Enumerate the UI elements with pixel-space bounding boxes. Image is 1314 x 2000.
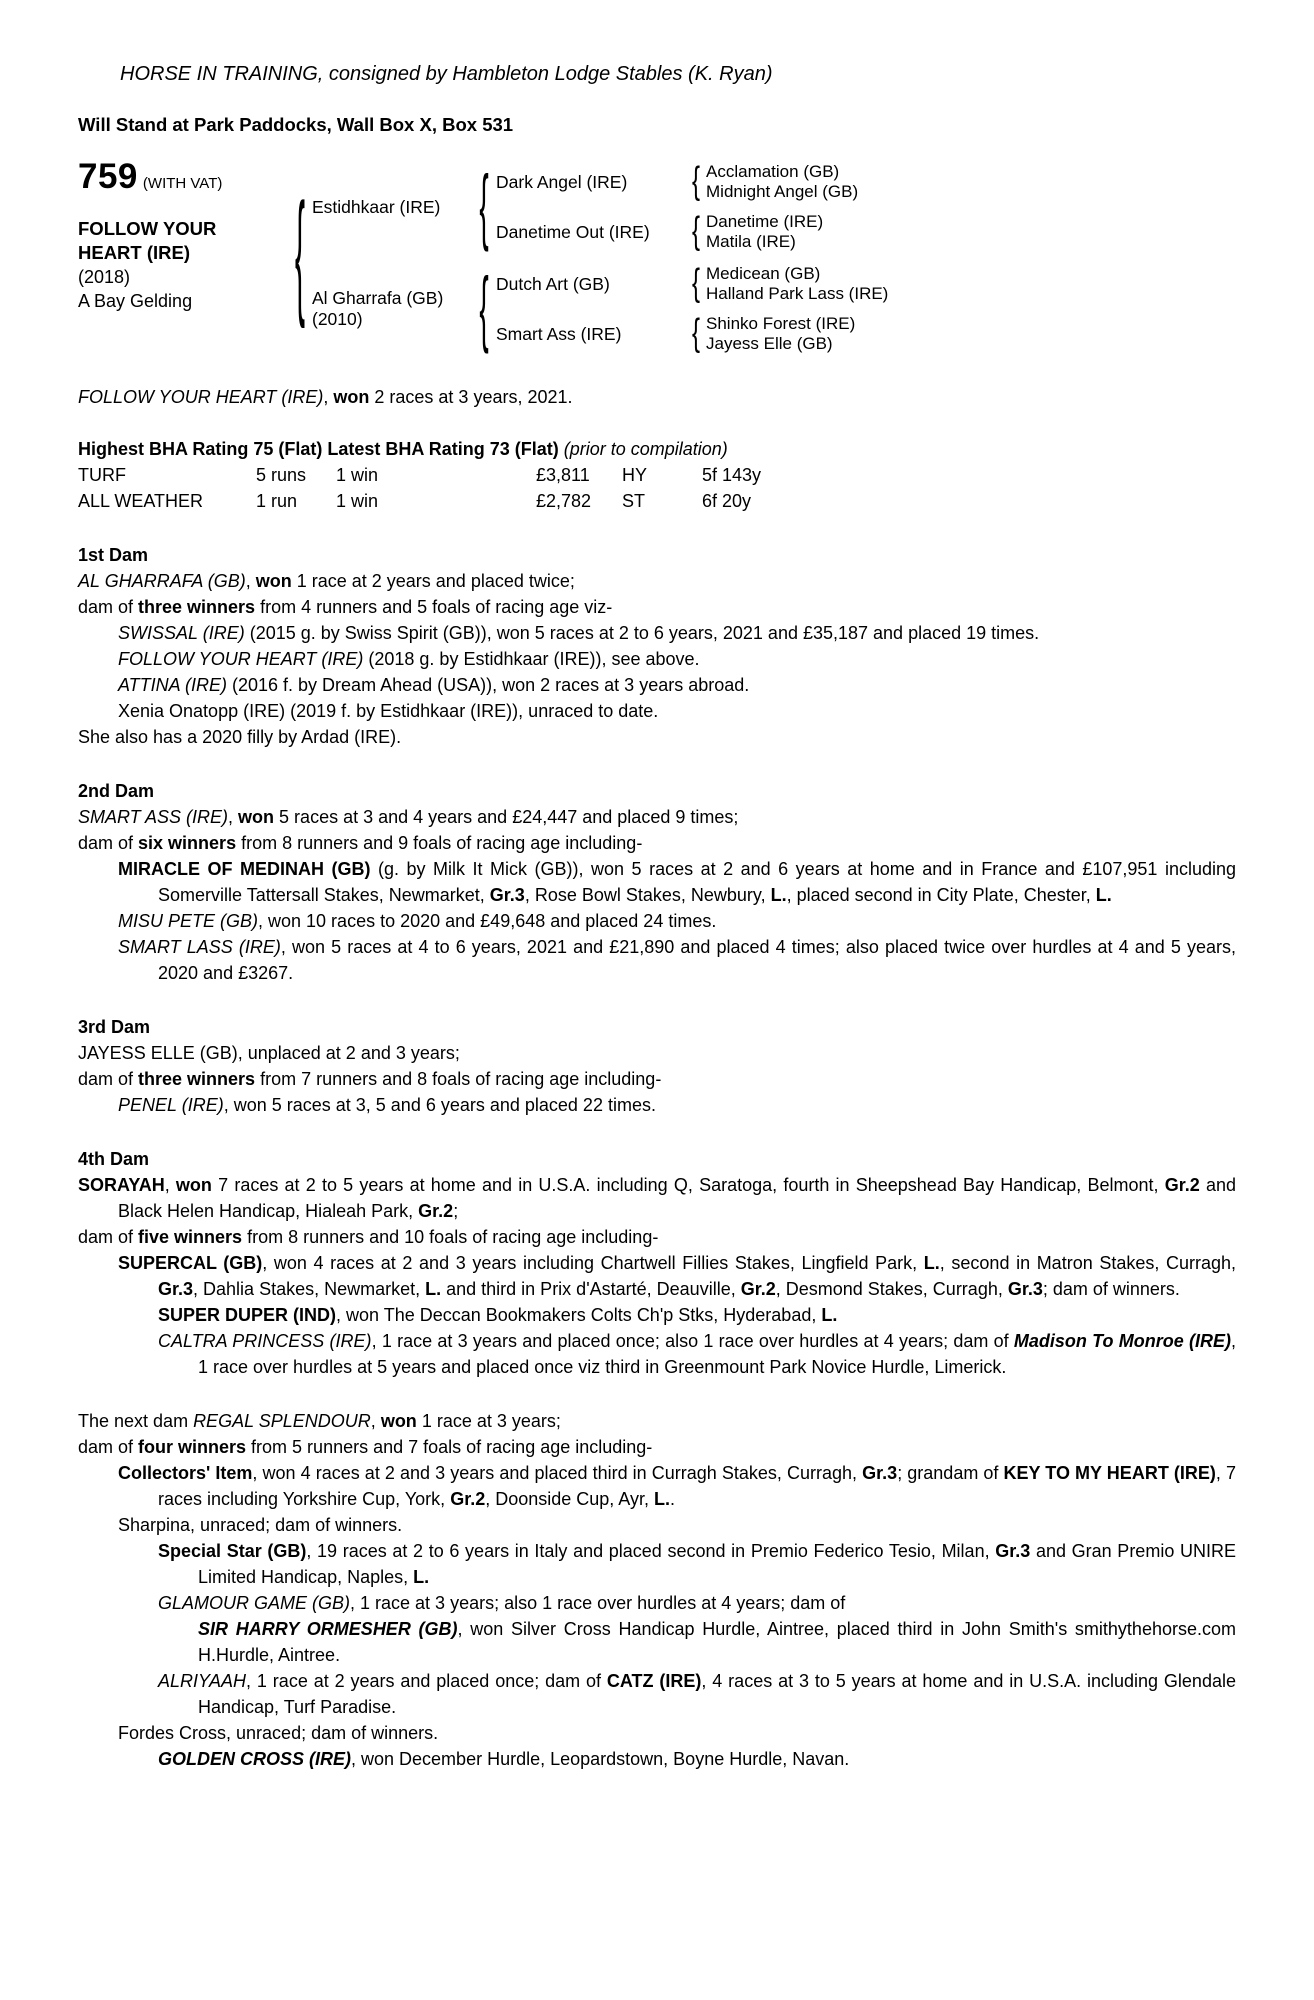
text-run: Gr.2 [1164, 1175, 1200, 1195]
text-run: from 8 runners and 10 foals of racing age including- [242, 1227, 659, 1247]
text-run: , 1 race at 3 years; also 1 race over hurdles at 4 years; dam of [350, 1593, 846, 1613]
text-run: Collectors' Item [118, 1463, 253, 1483]
text-run: (2016 f. by Dream Ahead (USA)), won 2 races at 3 years abroad. [227, 675, 750, 695]
text-run: Special Star (GB) [158, 1541, 307, 1561]
catalogue-paragraph [78, 724, 1236, 750]
text-run: , 19 races at 2 to 6 years in Italy and placed second in Premio Federico Tesio, Milan, [306, 1541, 996, 1561]
pedigree-table [78, 157, 1236, 355]
text-run: dam of [78, 833, 139, 853]
wins-cell: 1 win [336, 465, 379, 485]
great-granddam-name: Midnight Angel (GB) [706, 182, 859, 201]
catalogue-section [78, 1146, 1236, 1380]
catalogue-paragraph [78, 1224, 1236, 1250]
text-run: (2015 g. by Swiss Spirit (GB)), won 5 races at 2 to 6 years, 2021 and £35,187 and placed 19 times. [244, 623, 1040, 643]
text-run: ; dam of winners. [1042, 1279, 1180, 1299]
text-run: ALRIYAAH [158, 1671, 247, 1691]
text-run: Gr.3 [995, 1541, 1031, 1561]
catalogue-paragraph [78, 1328, 1236, 1380]
text-run: , placed second in City Plate, Chester, [786, 885, 1096, 905]
text-run: , Dahlia Stakes, Newmarket, [193, 1279, 426, 1299]
table-row [78, 488, 1236, 514]
section-heading: 2nd Dam [78, 781, 155, 801]
brace-icon: { [691, 311, 700, 355]
text-run: three winners [138, 597, 256, 617]
surface-cell: TURF [78, 465, 126, 485]
section-heading: 1st Dam [78, 545, 149, 565]
text-run: dam of [78, 1437, 139, 1457]
runs-cell: 1 run [256, 491, 298, 511]
catalogue-paragraph [78, 830, 1236, 856]
horse-foaling-year: (2018) [78, 267, 131, 287]
catalogue-paragraph [78, 908, 1236, 934]
text-run: SMART LASS (IRE) [118, 937, 281, 957]
great-granddam-name: Jayess Elle (GB) [706, 334, 833, 353]
horse-description: A Bay Gelding [78, 291, 193, 311]
text-run: (g. by Milk It Mick (GB)), won 5 races at 2 and 6 years at home and in France and £107,951 including Somerville Tattersall Stakes, Newmarket, [158, 859, 1237, 905]
text-run: 2 races at 3 years, 2021. [369, 387, 573, 407]
section-heading: 3rd Dam [78, 1017, 151, 1037]
grandparent-brace [686, 159, 706, 203]
going-cell: HY [622, 465, 648, 485]
dam-sire-row [496, 261, 889, 305]
text-run: SMART ASS (IRE) [78, 807, 229, 827]
sire-dam-row [496, 209, 858, 253]
catalogue-paragraph [78, 646, 1236, 672]
text-run: Highest BHA Rating 75 (Flat) Latest BHA Rating 73 (Flat) [78, 439, 564, 459]
catalogue-paragraph [78, 1434, 1236, 1460]
text-run: , Desmond Stakes, Curragh, [775, 1279, 1008, 1299]
text-run: won [380, 1411, 417, 1431]
text-run: , won 5 races at 3, 5 and 6 years and placed 22 times. [223, 1095, 656, 1115]
catalogue-paragraph [78, 620, 1236, 646]
dam-year: (2010) [312, 309, 363, 329]
text-run: , 1 race at 2 years and placed once; dam of [246, 1671, 607, 1691]
text-run: Madison To Monroe (IRE) [1013, 1331, 1231, 1351]
catalogue-paragraph [78, 1092, 1236, 1118]
text-run: , won 5 races at 4 to 6 years, 2021 and £21,890 and placed 4 times; also placed twice over hurdles at 4 and 5 years, 2020 and £3267. [158, 937, 1236, 983]
going-cell: ST [622, 491, 646, 511]
text-run: SIR HARRY ORMESHER (GB) [198, 1619, 458, 1639]
catalogue-paragraph [78, 1668, 1236, 1720]
great-grandsire-name: Shinko Forest (IRE) [706, 314, 856, 333]
dam-dam-name: Smart Ass (IRE) [496, 324, 622, 344]
catalogue-paragraph [78, 856, 1236, 908]
catalogue-paragraph [78, 1040, 1236, 1066]
text-run: , [228, 807, 239, 827]
sire-sire-row [496, 159, 859, 203]
text-run: , won 4 races at 2 and 3 years and placed third in Curragh Stakes, Curragh, [252, 1463, 863, 1483]
text-run: 1 race at 3 years; [416, 1411, 561, 1431]
dam-row [312, 261, 889, 355]
dam-sire-name: Dutch Art (GB) [496, 274, 610, 294]
text-run: six winners [138, 833, 237, 853]
catalogue-paragraph [78, 1590, 1236, 1616]
text-run: , 1 race over hurdles at 5 years and placed once viz third in Greenmount Park Novice Hurdle, Limerick. [198, 1331, 1237, 1377]
catalogue-section [78, 542, 1236, 750]
catalogue-paragraph [78, 1460, 1236, 1512]
text-run: , won The Deccan Bookmakers Colts Ch'p Stks, Hyderabad, [336, 1305, 822, 1325]
wins-cell: 1 win [336, 491, 379, 511]
catalogue-paragraph [78, 804, 1236, 830]
catalogue-section [78, 1408, 1236, 1772]
text-run: L. [413, 1567, 430, 1587]
catalogue-paragraph [78, 672, 1236, 698]
catalogue-paragraph [78, 1250, 1236, 1302]
catalogue-paragraph [78, 1302, 1236, 1328]
text-run: 1 race at 2 years and placed twice; [291, 571, 575, 591]
dam-name: Al Gharrafa (GB) [312, 288, 444, 308]
great-grandsire-name: Medicean (GB) [706, 264, 821, 283]
horse-name: FOLLOW YOUR HEART (IRE) [78, 218, 217, 263]
text-run: , won December Hurdle, Leopardstown, Boyne Hurdle, Navan. [351, 1749, 850, 1769]
catalogue-section [78, 778, 1236, 986]
text-run: , won Silver Cross Handicap Hurdle, Aintree, placed third in John Smith's smithythehorse.com H.Hurdle, Aintree. [198, 1619, 1236, 1665]
brace-icon: { [294, 179, 306, 332]
text-run: , won 10 races to 2020 and £49,648 and placed 24 times. [258, 911, 717, 931]
text-run: and third in Prix d'Astarté, Deauville, [441, 1279, 741, 1299]
text-run: JAYESS ELLE (GB), unplaced at 2 and 3 years; [78, 1043, 460, 1063]
text-run: GLAMOUR GAME (GB) [158, 1593, 351, 1613]
text-run: Gr.3 [862, 1463, 898, 1483]
text-run: three winners [138, 1069, 256, 1089]
great-grandsire-name: Acclamation (GB) [706, 162, 840, 181]
brace-icon: { [691, 159, 700, 203]
earnings-cell: £2,782 [536, 491, 592, 511]
pedigree-brace-root [288, 179, 312, 332]
text-run: and Gran Premio UNIRE Limited Handicap, Naples, [198, 1541, 1236, 1587]
runs-cell: 5 runs [256, 465, 307, 485]
text-run: SWISSAL (IRE) [118, 623, 245, 643]
text-run: GOLDEN CROSS (IRE) [158, 1749, 352, 1769]
distance-cell: 6f 20y [702, 491, 752, 511]
lot-vat-note: (WITH VAT) [142, 175, 223, 192]
text-run: , [164, 1175, 176, 1195]
text-run: won [175, 1175, 212, 1195]
lot-line [78, 157, 288, 197]
text-run: L. [770, 885, 787, 905]
sire-row [312, 159, 888, 253]
text-run: from 4 runners and 5 foals of racing age viz- [255, 597, 613, 617]
text-run: four winners [138, 1437, 247, 1457]
text-run: CATZ (IRE) [606, 1671, 702, 1691]
text-run: and Black Helen Handicap, Hialeah Park, [118, 1175, 1236, 1221]
race-record-table [78, 462, 1236, 514]
text-run: (2018 g. by Estidhkaar (IRE)), see above. [363, 649, 700, 669]
catalogue-paragraph [78, 1538, 1236, 1590]
pedigree-generation-1 [312, 159, 889, 355]
bha-rating-line [78, 436, 1236, 462]
text-run: , won 4 races at 2 and 3 years including Chartwell Fillies Stakes, Lingfield Park, [262, 1253, 924, 1273]
text-run: from 8 runners and 9 foals of racing age including- [236, 833, 643, 853]
text-run: five winners [138, 1227, 243, 1247]
text-run: , 1 race at 3 years and placed once; also 1 race over hurdles at 4 years; dam of [371, 1331, 1014, 1351]
text-run: ; grandam of [897, 1463, 1004, 1483]
brace-icon: { [479, 261, 489, 354]
text-run: L. [923, 1253, 940, 1273]
text-run: , [323, 387, 334, 407]
brace-icon: { [479, 159, 489, 252]
text-run: . [670, 1489, 676, 1509]
text-run: , [370, 1411, 381, 1431]
text-run: ; [453, 1201, 459, 1221]
text-run: L. [425, 1279, 442, 1299]
catalogue-paragraph [78, 1746, 1236, 1772]
text-run: , [245, 571, 256, 591]
distance-cell: 5f 143y [702, 465, 762, 485]
catalogue-paragraph [78, 1066, 1236, 1092]
text-run: won [255, 571, 292, 591]
text-run: AL GHARRAFA (GB) [78, 571, 246, 591]
grandparent-brace [686, 311, 706, 355]
catalogue-paragraph [78, 594, 1236, 620]
grandparent-brace [686, 209, 706, 253]
text-run: FOLLOW YOUR HEART (IRE) [78, 387, 324, 407]
text-run: FOLLOW YOUR HEART (IRE) [118, 649, 364, 669]
sire-dam-name: Danetime Out (IRE) [496, 222, 650, 242]
text-run: Gr.2 [450, 1489, 486, 1509]
text-run: SUPERCAL (GB) [118, 1253, 263, 1273]
sire-sire-name: Dark Angel (IRE) [496, 172, 628, 192]
catalogue-paragraph [78, 934, 1236, 986]
lot-number: 759 [78, 157, 138, 196]
catalogue-paragraph [78, 1512, 1236, 1538]
catalogue-section [78, 1014, 1236, 1118]
catalogue-paragraph [78, 1408, 1236, 1434]
text-run: Gr.2 [740, 1279, 776, 1299]
text-run: She also has a 2020 filly by Ardad (IRE). [78, 727, 402, 747]
text-run: , 7 races including Yorkshire Cup, York, [158, 1463, 1237, 1509]
text-run: CALTRA PRINCESS (IRE) [158, 1331, 372, 1351]
sire-block [312, 197, 472, 218]
consignment-header: HORSE IN TRAINING, consigned by Hambleton Lodge Stables (K. Ryan) [120, 63, 773, 85]
text-run: Gr.3 [489, 885, 525, 905]
text-run: , Doonside Cup, Ayr, [485, 1489, 654, 1509]
earnings-cell: £3,811 [536, 465, 590, 485]
catalogue-paragraph [78, 1720, 1236, 1746]
text-run: , second in Matron Stakes, Curragh, [939, 1253, 1236, 1273]
great-grandsire-name: Danetime (IRE) [706, 212, 824, 231]
text-run: Sharpina, unraced; dam of winners. [118, 1515, 403, 1535]
text-run: REGAL SPLENDOUR [193, 1411, 371, 1431]
text-run: Gr.3 [158, 1279, 194, 1299]
section-heading: 4th Dam [78, 1149, 150, 1169]
text-run: KEY TO MY HEART (IRE) [1003, 1463, 1216, 1483]
text-run: Fordes Cross, unraced; dam of winners. [118, 1723, 439, 1743]
text-run: won [238, 807, 275, 827]
text-run: L. [654, 1489, 670, 1509]
surface-cell: ALL WEATHER [78, 491, 204, 511]
text-run: Gr.3 [1007, 1279, 1043, 1299]
grandparent-brace [686, 261, 706, 305]
catalogue-paragraph [78, 568, 1236, 594]
catalogue-paragraph [78, 1616, 1236, 1668]
text-run: won [333, 387, 370, 407]
text-run: L. [821, 1305, 838, 1325]
dam-brace [472, 261, 496, 354]
text-run: 7 races at 2 to 5 years at home and in U.S.A. including Q, Saratoga, fourth in Sheepshead Bay Handicap, Belmont, [211, 1175, 1165, 1195]
catalogue-paragraph [78, 1172, 1236, 1224]
text-run: MISU PETE (GB) [118, 911, 259, 931]
stand-location: Will Stand at Park Paddocks, Wall Box X, Box 531 [78, 114, 514, 135]
text-run: dam of [78, 1069, 139, 1089]
sire-name: Estidhkaar (IRE) [312, 196, 441, 217]
text-run: dam of [78, 1227, 139, 1247]
catalogue-paragraph [78, 698, 1236, 724]
text-run: SORAYAH [78, 1175, 165, 1195]
brace-icon: { [691, 209, 700, 253]
text-run: MIRACLE OF MEDINAH (GB) [118, 859, 371, 879]
race-summary [78, 384, 1236, 410]
text-run: SUPER DUPER (IND) [158, 1305, 337, 1325]
text-run: ATTINA (IRE) [118, 675, 227, 695]
table-row [78, 462, 1236, 488]
text-run: from 7 runners and 8 foals of racing age including- [255, 1069, 662, 1089]
great-granddam-name: Matila (IRE) [706, 232, 796, 251]
catalogue-body [78, 542, 1236, 1772]
text-run: L. [1095, 885, 1112, 905]
dam-block [312, 288, 472, 330]
dam-dam-row [496, 311, 888, 355]
text-run: Gr.2 [418, 1201, 454, 1221]
sire-brace [472, 159, 496, 252]
text-run: from 5 runners and 7 foals of racing age including- [246, 1437, 653, 1457]
text-run: dam of [78, 597, 139, 617]
text-run: , 4 races at 3 to 5 years at home and in U.S.A. including Glendale Handicap, Turf Paradise. [198, 1671, 1236, 1717]
text-run: PENEL (IRE) [118, 1095, 224, 1115]
lot-block [78, 157, 288, 313]
text-run: 5 races at 3 and 4 years and £24,447 and placed 9 times; [274, 807, 739, 827]
text-run: (prior to compilation) [563, 439, 728, 459]
great-granddam-name: Halland Park Lass (IRE) [706, 284, 889, 303]
text-run: Xenia Onatopp (IRE) (2019 f. by Estidhkaar (IRE)), unraced to date. [118, 701, 659, 721]
brace-icon: { [691, 261, 700, 305]
text-run: The next dam [78, 1411, 194, 1431]
text-run: , Rose Bowl Stakes, Newbury, [524, 885, 771, 905]
